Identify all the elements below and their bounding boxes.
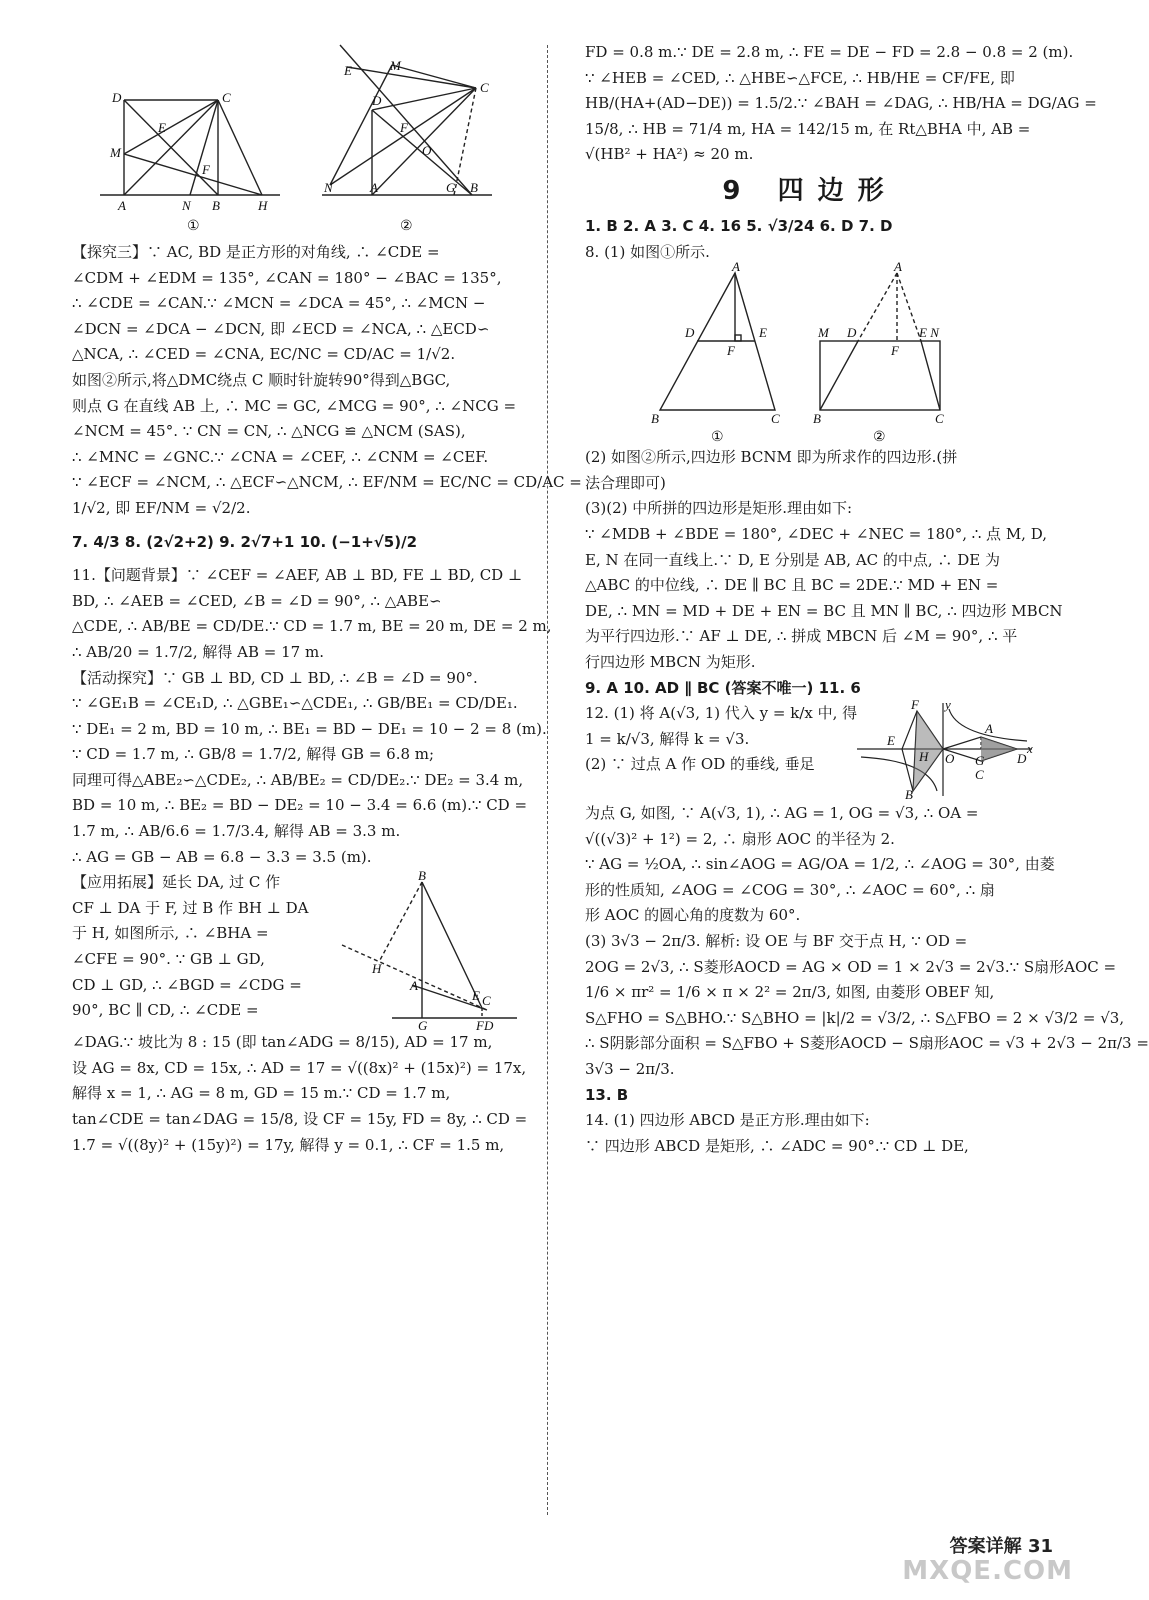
text-line: 【探究三】∵ AC, BD 是正方形的对角线, ∴ ∠CDE =: [72, 243, 440, 261]
text-line: 则点 G 在直线 AB 上, ∴ MC = GC, ∠MCG = 90°, ∴ ∠NCG =: [72, 396, 517, 415]
svg-text:E: E: [472, 988, 480, 1004]
svg-text:B: B: [212, 198, 220, 213]
svg-text:N: N: [182, 198, 191, 213]
svg-text:M: M: [818, 325, 829, 341]
text-line: ∠DCN = ∠DCA − ∠DCN, 即 ∠ECD = ∠NCA, ∴ △ECD∽: [72, 319, 490, 338]
text-line: 于 H, 如图所示, ∴ ∠BHA =: [72, 924, 269, 943]
svg-text:F: F: [911, 697, 919, 713]
text-line: 【活动探究】∵ GB ⊥ BD, CD ⊥ BD, ∴ ∠B = ∠D = 90°.: [72, 668, 478, 687]
svg-text:O: O: [945, 751, 955, 767]
text-line: DE, ∴ MN = MD + DE + EN = BC 且 MN ∥ BC, ∴ 四边形 MBCN: [585, 601, 1063, 620]
svg-text:D: D: [1017, 751, 1027, 767]
text-line: tan∠CDE = tan∠DAG = 15/8, 设 CF = 15y, FD = 8y, ∴ CD =: [72, 1110, 528, 1129]
text-line: (2) 如图②所示,四边形 BCNM 即为所求作的四边形.(拼: [585, 448, 958, 467]
text-line: ∵ 四边形 ABCD 是矩形, ∴ ∠ADC = 90°.∵ CD ⊥ DE,: [585, 1136, 969, 1155]
text-line: ∴ AG = GB − AB = 6.8 − 3.3 = 3.5 (m).: [72, 847, 372, 866]
fig-caption-1: ①: [711, 429, 724, 446]
svg-text:A: A: [370, 180, 378, 195]
svg-text:C: C: [222, 90, 231, 105]
svg-text:H: H: [919, 749, 929, 765]
text-line: 形的性质知, ∠AOG = ∠COG = 30°, ∴ ∠AOC = 60°, ∴ 扇: [585, 880, 995, 899]
text-line: BD, ∴ ∠AEB = ∠CED, ∠B = ∠D = 90°, ∴ △ABE∽: [72, 591, 442, 610]
svg-text:F: F: [891, 343, 899, 359]
svg-text:A: A: [118, 198, 126, 213]
page-number: 31: [1027, 1536, 1053, 1557]
text-line: √(HB² + HA²) ≈ 20 m.: [585, 145, 754, 164]
page-footer: [950, 1532, 1053, 1558]
text-line: ∵ ∠GE₁B = ∠CE₁D, ∴ △GBE₁∽△CDE₁, ∴ GB/BE₁ = CD/DE₁.: [72, 694, 518, 713]
svg-text:A: A: [732, 259, 740, 275]
svg-text:F: F: [202, 162, 210, 177]
right-text-top: [585, 40, 1097, 168]
text-line: 90°, BC ∥ CD, ∴ ∠CDE =: [72, 1001, 259, 1020]
svg-text:C: C: [480, 80, 489, 95]
svg-text:N: N: [324, 180, 333, 195]
watermark: MXQE.COM: [902, 1556, 1073, 1586]
quadrilateral-figures: [585, 259, 1035, 446]
svg-text:G: G: [446, 180, 456, 195]
q8-intro: 8. (1) 如图①所示.: [585, 242, 710, 261]
text-line: △ABC 的中位线, ∴ DE ∥ BC 且 BC = 2DE.∵ MD + EN =: [585, 576, 999, 595]
svg-text:E: E: [158, 120, 166, 135]
text-line: ∵ ∠MDB + ∠BDE = 180°, ∠DEC + ∠NEC = 180°, ∴ 点 M, D,: [585, 524, 1047, 543]
svg-text:B: B: [813, 411, 821, 427]
text-line: 14. (1) 四边形 ABCD 是正方形.理由如下:: [585, 1111, 870, 1130]
svg-text:D: D: [112, 90, 122, 105]
text-line: 1.7 = √((8y)² + (15y)²) = 17y, 解得 y = 0.1, ∴ CF = 1.5 m,: [72, 1135, 505, 1154]
svg-text:C: C: [935, 411, 944, 427]
svg-text:D: D: [847, 325, 857, 341]
rhombus-hyperbola-figure: [857, 697, 1035, 803]
svg-text:E: E: [344, 63, 352, 78]
text-line: ∠CDM + ∠EDM = 135°, ∠CAN = 180° − ∠BAC = 135°,: [72, 268, 502, 287]
text-line: ∵ CD = 1.7 m, ∴ GB/8 = 1.7/2, 解得 GB = 6.8 m;: [72, 745, 435, 764]
text-line: 法合理即可): [585, 473, 666, 492]
svg-text:C: C: [975, 767, 984, 783]
text-line: S△FHO = S△BHO.∵ S△BHO = |k|/2 = √3/2, ∴ S△FBO = 2 × √3/2 = √3,: [585, 1008, 1125, 1027]
text-line: 2OG = 2√3, ∴ S菱形AOCD = AG × OD = 1 × 2√3 = 2√3.∵ S扇形AOC =: [585, 957, 1117, 976]
text-line: 15/8, ∴ HB = 71/4 m, HA = 142/15 m, 在 Rt△BHA 中, AB =: [585, 119, 1031, 138]
svg-text:x: x: [1027, 741, 1033, 757]
text-line: ∠CFE = 90°. ∵ GB ⊥ GD,: [72, 950, 265, 969]
text-line: 为平行四边形.∵ AF ⊥ DE, ∴ 拼成 MBCN 后 ∠M = 90°, ∴ 平: [585, 627, 1018, 646]
text-line: 11.【问题背景】∵ ∠CEF = ∠AEF, AB ⊥ BD, FE ⊥ BD, CD ⊥: [72, 566, 523, 585]
left-column: [72, 40, 582, 1158]
text-line: 12. (1) 将 A(√3, 1) 代入 y = k/x 中, 得: [585, 704, 858, 723]
text-line: FD = 0.8 m.∵ DE = 2.8 m, ∴ FE = DE − FD = 2.8 − 0.8 = 2 (m).: [585, 43, 1074, 61]
left-figures: [72, 40, 520, 240]
text-line: 如图②所示,将△DMC绕点 C 顺时针旋转90°得到△BGC,: [72, 370, 451, 389]
text-line: 行四边形 MBCN 为矩形.: [585, 652, 756, 671]
text-line: ∴ AB/20 = 1.7/2, 解得 AB = 17 m.: [72, 642, 324, 661]
svg-text:G: G: [418, 1018, 428, 1034]
text-line: ∴ ∠CDE = ∠CAN.∵ ∠MCN = ∠DCA = 45°, ∴ ∠MCN −: [72, 294, 486, 313]
text-line: 为点 G, 如图, ∵ A(√3, 1), ∴ AG = 1, OG = √3, ∴ OA =: [585, 804, 979, 823]
text-line: ∵ DE₁ = 2 m, BD = 10 m, ∴ BE₁ = BD − DE₁ = 10 − 2 = 8 (m).: [72, 719, 547, 738]
text-line: 1 = k/√3, 解得 k = √3.: [585, 729, 750, 748]
svg-text:E N: E N: [919, 325, 939, 341]
text-line: CD ⊥ GD, ∴ ∠BGD = ∠CDG =: [72, 975, 302, 994]
answer-13: 13. B: [585, 1085, 629, 1104]
triangle-rectangle-figure: [585, 259, 1035, 446]
text-line: (3) 3√3 − 2π/3. 解析: 设 OE 与 BF 交于点 H, ∵ OD =: [585, 932, 968, 951]
svg-text:O: O: [422, 143, 432, 158]
text-line: E, N 在同一直线上.∵ D, E 分别是 AB, AC 的中点, ∴ DE 为: [585, 550, 1000, 569]
text-line: BD = 10 m, ∴ BE₂ = BD − DE₂ = 10 − 3.4 = 6.6 (m).∵ CD =: [72, 796, 528, 815]
slope-figure: [332, 868, 520, 1034]
svg-text:H: H: [372, 961, 382, 977]
answers-9-11: 9. A 10. AD ∥ BC (答案不唯一) 11. 6: [585, 678, 861, 697]
text-line: ∴ S阴影部分面积 = S△FBO + S菱形AOCD − S扇形AOC = √3 + 2√3 − 2π/3 =: [585, 1034, 1149, 1053]
column-divider: [547, 45, 548, 1515]
svg-text:B: B: [470, 180, 478, 195]
text-line: 解得 x = 1, ∴ AG = 8 m, GD = 15 m.∵ CD = 1.7 m,: [72, 1084, 451, 1103]
text-line: ∠NCM = 45°. ∵ CN = CN, ∴ △NCG ≌ △NCM (SAS),: [72, 422, 466, 441]
right-column: [585, 40, 1149, 1159]
text-line: 1.7 m, ∴ AB/6.6 = 1.7/3.4, 解得 AB = 3.3 m.: [72, 822, 401, 841]
section-title: 9 四边形: [722, 175, 898, 206]
text-line: 【应用拓展】延长 DA, 过 C 作: [72, 873, 281, 892]
svg-text:A: A: [985, 721, 993, 737]
svg-text:G: G: [975, 753, 985, 769]
text-line: 同理可得△ABE₂∽△CDE₂, ∴ AB/BE₂ = CD/DE₂.∵ DE₂ = 3.4 m,: [72, 770, 524, 789]
left-text-a: [72, 240, 582, 870]
svg-text:y: y: [945, 697, 951, 713]
footer-label: 答案详解: [949, 1536, 1022, 1557]
svg-text:M: M: [390, 58, 401, 73]
svg-text:H: H: [258, 198, 268, 213]
text-line: (2) ∵ 过点 A 作 OD 的垂线, 垂足: [585, 755, 815, 774]
svg-text:A: A: [894, 259, 902, 275]
text-line: △NCA, ∴ ∠CED = ∠CNA, EC/NC = CD/AC = 1/√2.: [72, 345, 456, 364]
text-line: 1/√2, 即 EF/NM = √2/2.: [72, 498, 251, 517]
text-line: △CDE, ∴ AB/BE = CD/DE.∵ CD = 1.7 m, BE = 20 m, DE = 2 m,: [72, 617, 552, 636]
application-block: [72, 868, 520, 1034]
svg-text:F: F: [727, 343, 735, 359]
right-text-mid: [585, 445, 1063, 701]
svg-text:C: C: [771, 411, 780, 427]
svg-text:D: D: [372, 93, 382, 108]
text-line: ∴ ∠MNC = ∠GNC.∵ ∠CNA = ∠CEF, ∴ ∠CNM = ∠CEF.: [72, 447, 489, 466]
text-line: ∵ ∠ECF = ∠NCM, ∴ △ECF∽△NCM, ∴ EF/NM = EC/NC = CD/AC =: [72, 473, 582, 492]
svg-text:B: B: [418, 868, 426, 884]
text-line: ∵ ∠HEB = ∠CED, ∴ △HBE∽△FCE, ∴ HB/HE = CF/FE, 即: [585, 68, 1015, 87]
svg-text:A: A: [410, 978, 418, 994]
svg-text:C: C: [482, 993, 491, 1009]
text-line: 设 AG = 8x, CD = 15x, ∴ AD = 17 = √((8x)² + (15x)²) = 17x,: [72, 1058, 527, 1077]
fig2-caption: ②: [400, 218, 413, 234]
geometry-figure-square: [72, 40, 520, 240]
svg-text:M: M: [110, 145, 121, 160]
text-line: 形 AOC 的圆心角的度数为 60°.: [585, 906, 801, 925]
svg-text:B: B: [651, 411, 659, 427]
svg-text:FD: FD: [476, 1018, 494, 1034]
right-text-low: [585, 801, 1149, 1159]
q12-block: [585, 697, 1035, 803]
text-line: ∵ AG = ½OA, ∴ sin∠AOG = AG/OA = 1/2, ∴ ∠AOG = 30°, 由菱: [585, 855, 1055, 874]
text-line: √((√3)² + 1²) = 2, ∴ 扇形 AOC 的半径为 2.: [585, 829, 895, 848]
text-line: ∠DAG.∵ 坡比为 8 : 15 (即 tan∠ADG = 8/15), AD = 17 m,: [72, 1033, 493, 1052]
text-line: (3)(2) 中所拼的四边形是矩形.理由如下:: [585, 499, 853, 518]
text-line: HB/(HA+(AD−DE)) = 1.5/2.∵ ∠BAH = ∠DAG, ∴ HB/HA = DG/AG =: [585, 94, 1097, 113]
answers-7-10: 7. 4/3 8. (2√2+2) 9. 2√7+1 10. (−1+√5)/2: [72, 532, 418, 551]
svg-text:D: D: [685, 325, 695, 341]
svg-text:F: F: [400, 120, 408, 135]
svg-text:E: E: [887, 733, 895, 749]
left-text-b: [72, 1030, 528, 1158]
answers-1-7: 1. B 2. A 3. C 4. 16 5. √3/24 6. D 7. D: [585, 216, 893, 235]
text-line: 1/6 × πr² = 1/6 × π × 2² = 2π/3, 如图, 由菱形 OBEF 知,: [585, 983, 995, 1002]
svg-text:B: B: [905, 787, 913, 803]
fig-caption-2: ②: [873, 429, 886, 446]
svg-text:E: E: [759, 325, 767, 341]
text-line: CF ⊥ DA 于 F, 过 B 作 BH ⊥ DA: [72, 898, 309, 917]
text-line: 3√3 − 2π/3.: [585, 1060, 675, 1079]
fig1-caption: ①: [187, 218, 200, 234]
